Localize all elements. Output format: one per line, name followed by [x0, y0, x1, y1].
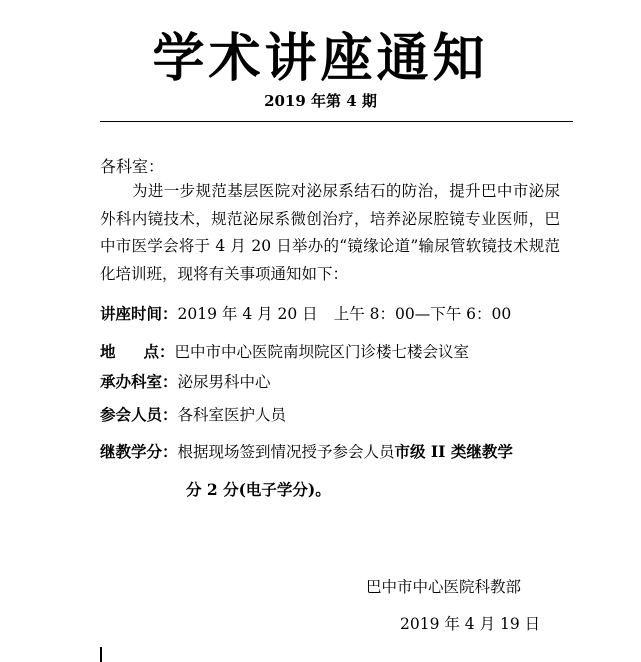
salutation: 各科室： — [100, 157, 165, 176]
issue-number: 2019 年第 4 期 — [264, 92, 377, 110]
location-label-b: 点： — [143, 343, 175, 361]
lecture-time-row — [100, 302, 511, 324]
lecture-time-date: 2019 年 4 月 20 日 — [177, 305, 318, 323]
intro-paragraph: 为进一步规范基层医院对泌尿系结石的防治，提升巴中市泌尿外科内镜技术，规范泌尿系微创治疗，培养泌尿腔镜专业医师，巴中市医学会将于 4 月 20 日举办的“镜缘论道”输尿管软镜技术规范化培训班，现将有关事项通知如下： — [100, 182, 560, 283]
location-label-a: 地 — [100, 343, 116, 361]
credits-value: 根据现场签到情况授予参会人员 — [177, 443, 395, 461]
host-department-row — [100, 370, 271, 392]
signature-department: 巴中市中心医院科教部 — [366, 578, 522, 596]
credits-row — [100, 440, 513, 462]
attendees-value: 各科室医护人员 — [177, 406, 287, 424]
attendees-label: 参会人员： — [100, 406, 178, 424]
text-cursor — [100, 647, 102, 662]
host-department-value: 泌尿男科中心 — [177, 373, 271, 391]
header-divider — [100, 121, 573, 122]
credits-continuation: 分 2 分(电子学分)。 — [186, 480, 331, 499]
lecture-time-range: 上午 8：00—下午 6：00 — [333, 305, 512, 323]
attendees-row — [100, 403, 286, 425]
signature-date: 2019 年 4 月 19 日 — [400, 615, 541, 633]
location-value: 巴中市中心医院南坝院区门诊楼七楼会议室 — [174, 343, 470, 361]
credits-level: 市级 II 类继教学 — [394, 442, 513, 461]
credits-label: 继教学分： — [100, 443, 178, 461]
notice-title: 学术讲座通知 — [152, 29, 489, 89]
host-department-label: 承办科室： — [100, 373, 178, 391]
lecture-time-label: 讲座时间： — [100, 305, 178, 323]
location-row — [100, 340, 469, 362]
